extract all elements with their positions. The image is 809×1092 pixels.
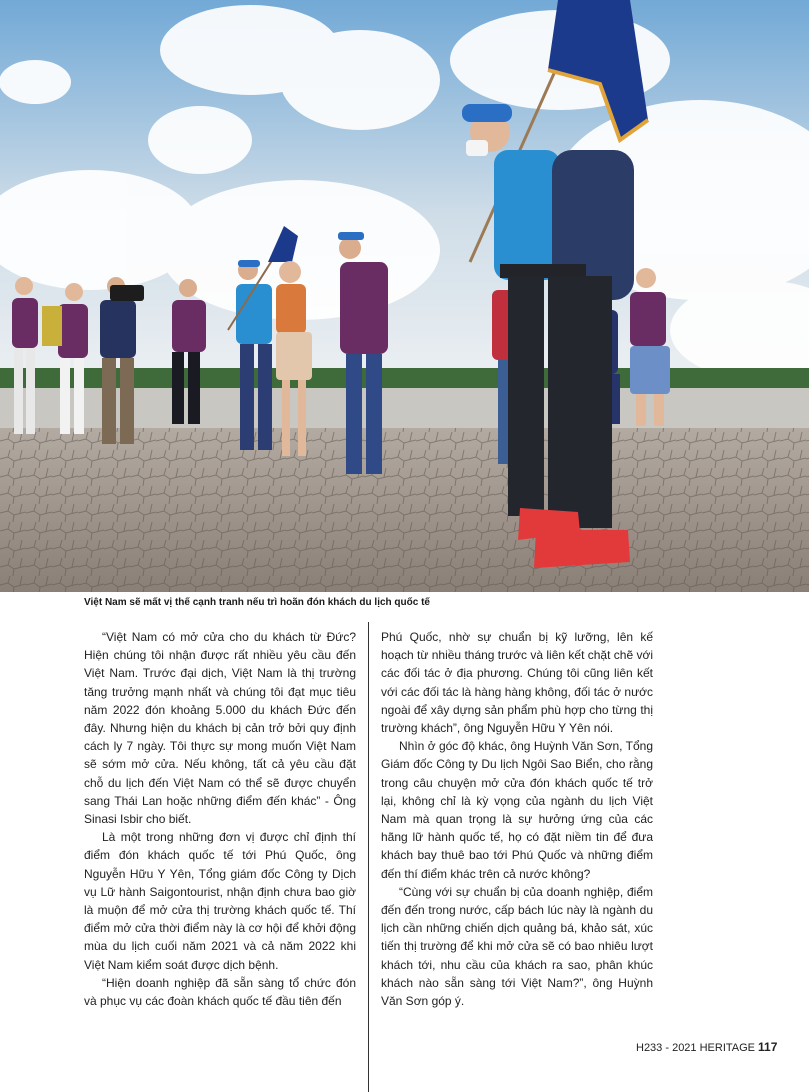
- page-footer: [636, 1040, 777, 1054]
- paragraph: Là một trong những đơn vị được chỉ định thí điểm đón khách quốc tế tới Phú Quốc, ông Nguyễn Hữu Y Yên, Tổng giám đốc Công ty Dịch vụ Lữ hành Saigontourist, nhận định chưa bao giờ là muộn để mở cửa thị trường khách quốc tế. Thí điểm mở cửa thời điểm này là cơ hội để khởi động mùa du lịch cuối năm 2021 và cả năm 2022 khi Việt Nam kiểm soát được dịch bệnh.: [84, 830, 356, 972]
- paragraph: “Hiện doanh nghiệp đã sẵn sàng tổ chức đón và phục vụ các đoàn khách quốc tế đầu tiên đến: [84, 975, 356, 1009]
- page-number: 117: [758, 1040, 778, 1054]
- column-divider: [368, 622, 369, 1092]
- paragraph: Phú Quốc, nhờ sự chuẩn bị kỹ lưỡng, lên kế hoạch từ nhiều tháng trước và liên kết chặt chẽ với các đối tác ở địa phương. Chúng tôi cũng liên kết với các đối tác là hàng hàng không, đối tác ở nước ngoài để xây dựng sản phẩm phù hợp cho từng thị trường khách”, ông Nguyễn Hữu Y Yên nói.: [381, 630, 653, 736]
- paragraph: Nhìn ở góc độ khác, ông Huỳnh Văn Sơn, Tổng Giám đốc Công ty Du lịch Ngôi Sao Biển, cho rằng trong câu chuyện mở cửa đón khách quốc tế trở lại, không chỉ là kỳ vọng của ngành du lịch Việt Nam mà quan trọng là sự hưởng ứng của các hãng lữ hành quốc tế, họ có đặt niềm tin để đưa khách bay thuê bao tới Phú Quốc và những điểm đến thí điểm khác trên cả nước không?: [381, 739, 653, 881]
- paragraph: “Cùng với sự chuẩn bị của doanh nghiệp, điểm đến đến trong nước, cấp bách lúc này là ngành du lịch cần những chiến dịch quảng bá, khảo sát, xúc tiến thị trường để khi mở cửa sẽ có bao nhiêu lượt khách tới, nhu cầu của khách ra sao, phân khúc khách nào sẵn sàng tới Việt Nam?”, ông Huỳnh Văn Sơn góp ý.: [381, 884, 653, 1009]
- photo-caption: Việt Nam sẽ mất vị thế cạnh tranh nếu trì hoãn đón khách du lịch quốc tế: [84, 597, 430, 608]
- paragraph: “Việt Nam có mở cửa cho du khách từ Đức? Hiện chúng tôi nhận được rất nhiều yêu cầu đến Việt Nam. Trước đại dịch, Việt Nam là thị trường tăng trưởng mạnh nhất và chúng tôi đạt mục tiêu năm 2022 đón khoảng 5.000 du khách Đức đến đây. Nhưng hiện du khách bị cản trở bởi quy định cách ly 7 ngày. Tôi thực sự mong muốn Việt Nam sẽ sớm mở cửa. Nếu không, tất cả yêu cầu đặt chỗ du lịch đến Việt Nam có thể sẽ được chuyển sang Thái Lan hoặc những điểm đến khác” - Ông Sinasi Isbir cho biết.: [84, 630, 356, 827]
- article-column-right: [381, 628, 653, 1010]
- article-column-left: [84, 628, 356, 1010]
- issue-label: H233 - 2021 HERITAGE: [636, 1042, 756, 1054]
